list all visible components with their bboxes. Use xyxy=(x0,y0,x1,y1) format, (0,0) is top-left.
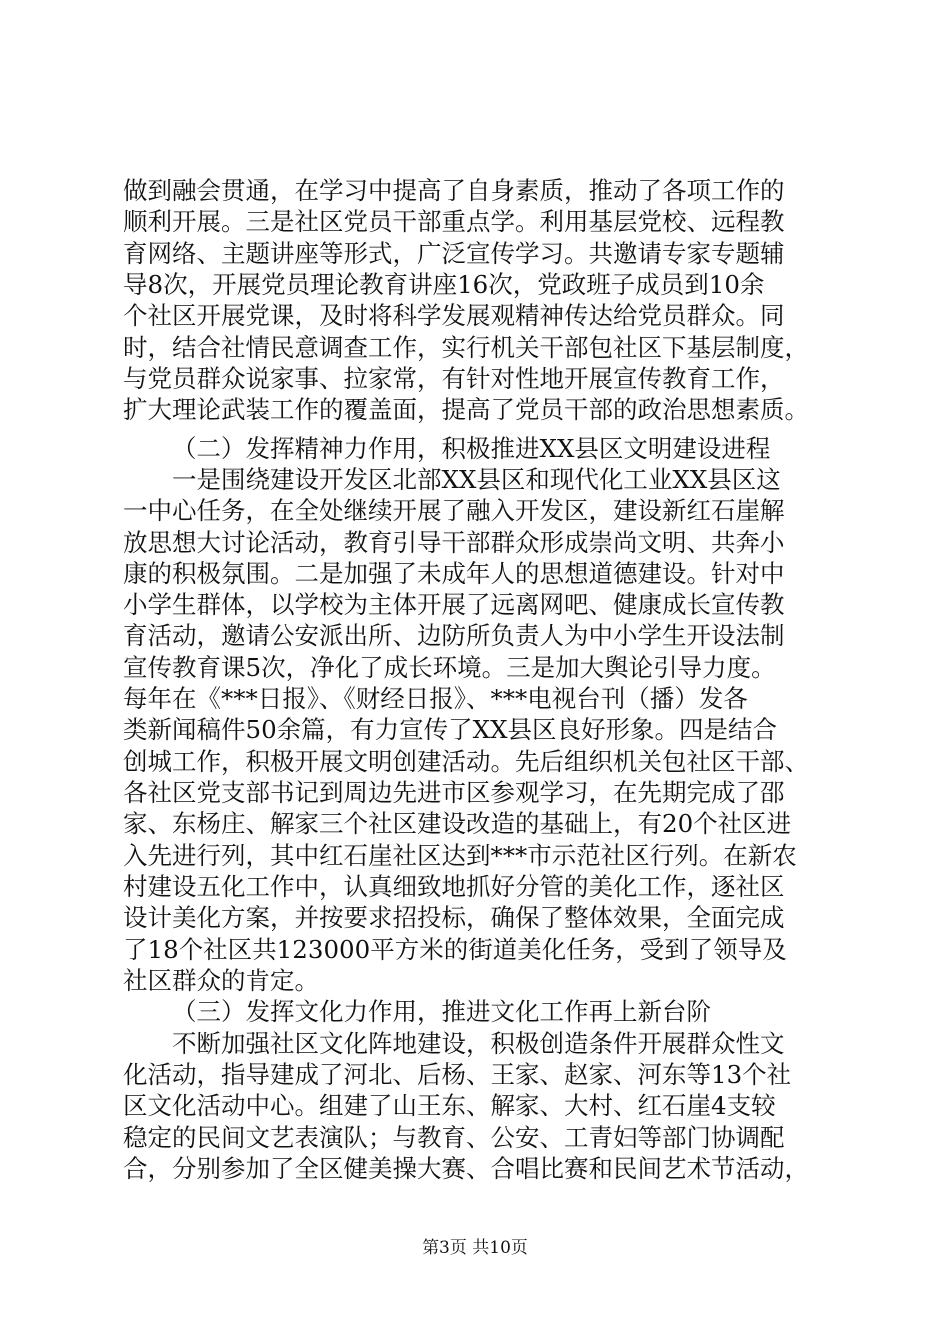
text-line: 创城工作，积极开展文明创建活动。先后组织机关包社区干部、 xyxy=(123,747,809,776)
text-line: 了18个社区共123000平方米的街道美化任务，受到了领导及 xyxy=(123,935,787,964)
text-line: 不断加强社区文化阵地建设，积极创造条件开展群众性文 xyxy=(172,1029,785,1058)
text-line: 扩大理论武装工作的覆盖面，提高了党员干部的政治思想素质。 xyxy=(123,395,809,424)
text-line: 育网络、主题讲座等形式，广泛宣传学习。共邀请专家专题辅 xyxy=(123,239,785,268)
page-footer: 第3页 共10页 xyxy=(422,1238,528,1258)
text-line: 每年在《***日报》、《财经日报》、***电视台刊（播）发各 xyxy=(123,684,748,713)
text-line: 与党员群众说家事、拉家常，有针对性地开展宣传教育工作， xyxy=(123,364,785,393)
text-line: 区文化活动中心。组建了山王东、解家、大村、红石崖4支较 xyxy=(123,1091,776,1120)
text-line: 一是围绕建设开发区北部XX县区和现代化工业XX县区这 xyxy=(172,465,781,494)
text-line: 类新闻稿件50余篇，有力宣传了XX县区良好形象。四是结合 xyxy=(123,715,778,744)
text-line: 一中心任务，在全处继续开展了融入开发区，建设新红石崖解 xyxy=(123,496,785,525)
text-line: 小学生群体，以学校为主体开展了远离网吧、健康成长宣传教 xyxy=(123,590,785,619)
text-line: 宣传教育课5次，净化了成长环境。三是加大舆论引导力度。 xyxy=(123,653,776,682)
text-line: 村建设五化工作中，认真细致地抓好分管的美化工作，逐社区 xyxy=(123,872,785,901)
text-line: 稳定的民间文艺表演队；与教育、公安、工青妇等部门协调配 xyxy=(123,1123,785,1152)
text-line: 化活动，指导建成了河北、后杨、王家、赵家、河东等13个社 xyxy=(123,1060,792,1089)
text-line: 导8次，开展党员理论教育讲座16次，党政班子成员到10余 xyxy=(123,270,765,299)
section-heading: （二）发挥精神力作用，积极推进XX县区文明建设进程 xyxy=(172,434,771,463)
section-heading: （三）发挥文化力作用，推进文化工作再上新台阶 xyxy=(172,997,711,1026)
text-line: 各社区党支部书记到周边先进市区参观学习，在先期完成了邵 xyxy=(123,778,785,807)
text-line: 家、东杨庄、解家三个社区建设改造的基础上，有20个社区进 xyxy=(123,809,792,838)
text-line: 设计美化方案，并按要求招投标，确保了整体效果，全面完成 xyxy=(123,903,785,932)
text-line: 做到融会贯通，在学习中提高了自身素质，推动了各项工作的 xyxy=(123,176,785,205)
text-line: 时，结合社情民意调查工作，实行机关干部包社区下基层制度， xyxy=(123,333,809,362)
text-line: 合，分别参加了全区健美操大赛、合唱比赛和民间艺术节活动， xyxy=(123,1154,809,1183)
text-line: 育活动，邀请公安派出所、边防所负责人为中小学生开设法制 xyxy=(123,621,785,650)
text-line: 个社区开展党课，及时将科学发展观精神传达给党员群众。同 xyxy=(123,301,785,330)
text-line: 入先进行列，其中红石崖社区达到***市示范社区行列。在新农 xyxy=(123,841,797,870)
text-line: 社区群众的肯定。 xyxy=(123,966,319,995)
text-line: 康的积极氛围。二是加强了未成年人的思想道德建设。针对中 xyxy=(123,559,785,588)
text-line: 顺利开展。三是社区党员干部重点学。利用基层党校、远程教 xyxy=(123,207,785,236)
text-line: 放思想大讨论活动，教育引导干部群众形成崇尚文明、共奔小 xyxy=(123,528,785,557)
